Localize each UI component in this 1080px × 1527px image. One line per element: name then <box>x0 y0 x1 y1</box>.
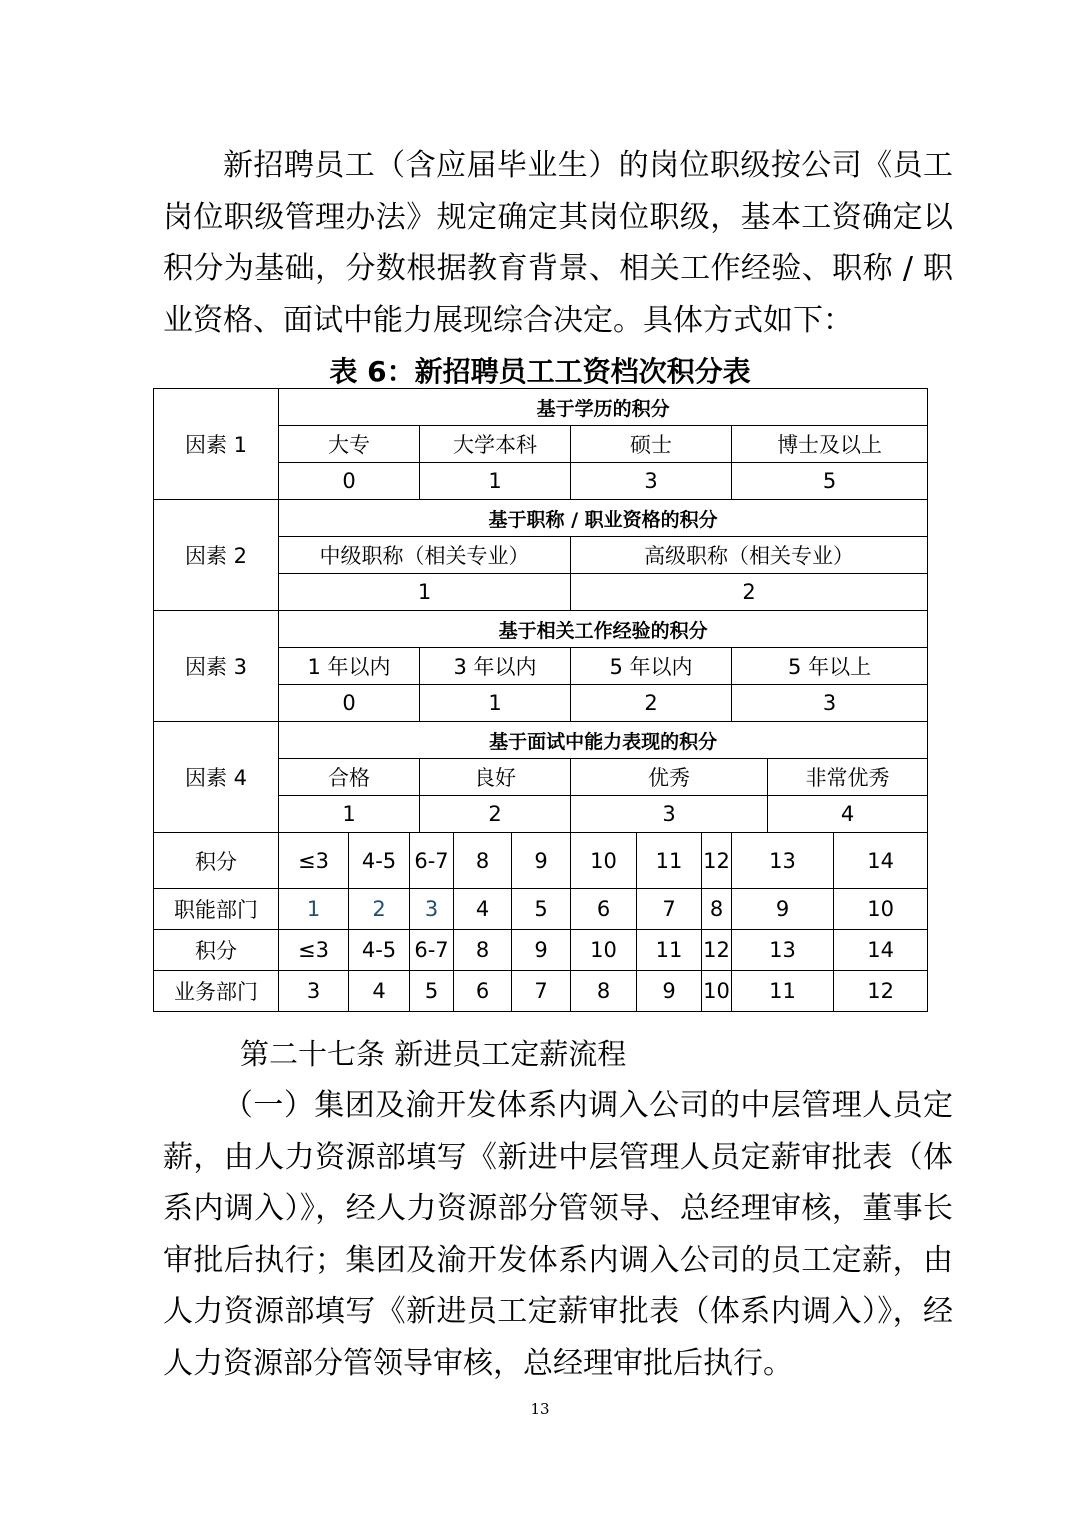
factor4-score: 1 <box>279 796 420 833</box>
score-row-business <box>154 930 928 971</box>
score-cell: 4-5 <box>349 833 410 889</box>
grade-row-label: 业务部门 <box>154 971 279 1012</box>
factor1-header-row <box>154 389 928 426</box>
factor2-header-row <box>154 500 928 537</box>
grade-cell: 3 <box>410 889 454 930</box>
factor1-label: 因素 1 <box>154 389 279 500</box>
factor1-score: 0 <box>279 463 420 500</box>
grade-cell: 9 <box>732 889 834 930</box>
score-cell: 8 <box>454 930 512 971</box>
score-cell: 11 <box>637 833 702 889</box>
factor4-option: 良好 <box>420 759 571 796</box>
grade-cell: 12 <box>834 971 928 1012</box>
grade-cell: 10 <box>702 971 732 1012</box>
score-cell: 9 <box>512 930 571 971</box>
score-cell: 13 <box>732 833 834 889</box>
factor3-score: 1 <box>420 685 571 722</box>
score-table <box>153 388 928 1012</box>
score-cell: 10 <box>571 930 637 971</box>
factor4-header: 基于面试中能力表现的积分 <box>279 722 928 759</box>
score-cell: 12 <box>702 833 732 889</box>
factor1-option: 大专 <box>279 426 420 463</box>
score-cell: 14 <box>834 833 928 889</box>
factor1-option: 大学本科 <box>420 426 571 463</box>
grade-row-functional <box>154 889 928 930</box>
grade-cell: 11 <box>732 971 834 1012</box>
factor1-option: 硕士 <box>571 426 732 463</box>
score-cell: ≤3 <box>279 833 349 889</box>
grade-cell: 7 <box>637 889 702 930</box>
factor2-score: 2 <box>571 574 928 611</box>
score-cell: 8 <box>454 833 512 889</box>
factor1-option: 博士及以上 <box>732 426 928 463</box>
factor3-score: 3 <box>732 685 928 722</box>
factor4-score: 2 <box>420 796 571 833</box>
factor4-label: 因素 4 <box>154 722 279 833</box>
factor2-header: 基于职称 / 职业资格的积分 <box>279 500 928 537</box>
score-cell: 14 <box>834 930 928 971</box>
score-cell: 11 <box>637 930 702 971</box>
factor3-label: 因素 3 <box>154 611 279 722</box>
factor3-option: 5 年以内 <box>571 648 732 685</box>
factor4-option: 非常优秀 <box>768 759 928 796</box>
grade-cell: 8 <box>702 889 732 930</box>
score-cell: 10 <box>571 833 637 889</box>
factor2-option: 高级职称（相关专业） <box>571 537 928 574</box>
factor3-option: 1 年以内 <box>279 648 420 685</box>
score-cell: 12 <box>702 930 732 971</box>
grade-cell: 4 <box>454 889 512 930</box>
score-row-label: 积分 <box>154 930 279 971</box>
score-row-functional <box>154 833 928 889</box>
grade-cell: 5 <box>512 889 571 930</box>
page-number: 13 <box>530 1400 550 1418</box>
factor4-option: 优秀 <box>571 759 768 796</box>
grade-cell: 2 <box>349 889 410 930</box>
score-cell: 13 <box>732 930 834 971</box>
grade-cell: 1 <box>279 889 349 930</box>
grade-cell: 7 <box>512 971 571 1012</box>
factor2-option: 中级职称（相关专业） <box>279 537 571 574</box>
article-heading: 第二十七条 新进员工定薪流程 <box>240 1037 627 1071</box>
score-cell: 6-7 <box>410 930 454 971</box>
intro-paragraph: 新招聘员工（含应届毕业生）的岗位职级按公司《员工岗位职级管理办法》规定确定其岗位职级，基本工资确定以积分为基础，分数根据教育背景、相关工作经验、职称 / 职业资格、面试中能力展现综合决定。具体方式如下： <box>163 148 953 338</box>
grade-row-label: 职能部门 <box>154 889 279 930</box>
grade-cell: 6 <box>571 889 637 930</box>
grade-row-business <box>154 971 928 1012</box>
score-cell: 9 <box>512 833 571 889</box>
grade-cell: 10 <box>834 889 928 930</box>
grade-cell: 8 <box>571 971 637 1012</box>
article-paragraph: （一）集团及渝开发体系内调入公司的中层管理人员定薪，由人力资源部填写《新进中层管理人员定薪审批表（体系内调入）》，经人力资源部分管领导、总经理审核，董事长审批后执行；集团及渝开发体系内调入公司的员工定薪，由人力资源部填写《新进员工定薪审批表（体系内调入）》，经人力资源部分管领导审核，总经理审批后执行。 <box>163 1088 953 1381</box>
factor3-score: 0 <box>279 685 420 722</box>
score-row-label: 积分 <box>154 833 279 889</box>
factor4-header-row <box>154 722 928 759</box>
factor3-score: 2 <box>571 685 732 722</box>
grade-cell: 4 <box>349 971 410 1012</box>
factor3-header: 基于相关工作经验的积分 <box>279 611 928 648</box>
factor1-score: 1 <box>420 463 571 500</box>
factor3-option: 3 年以内 <box>420 648 571 685</box>
grade-cell: 6 <box>454 971 512 1012</box>
factor1-score: 3 <box>571 463 732 500</box>
grade-cell: 5 <box>410 971 454 1012</box>
factor1-header: 基于学历的积分 <box>279 389 928 426</box>
score-cell: 6-7 <box>410 833 454 889</box>
factor2-label: 因素 2 <box>154 500 279 611</box>
grade-cell: 3 <box>279 971 349 1012</box>
table-title: 表 6：新招聘员工工资档次积分表 <box>329 355 751 388</box>
grade-cell: 9 <box>637 971 702 1012</box>
score-cell: ≤3 <box>279 930 349 971</box>
factor2-score: 1 <box>279 574 571 611</box>
score-cell: 4-5 <box>349 930 410 971</box>
factor3-option: 5 年以上 <box>732 648 928 685</box>
factor4-score: 4 <box>768 796 928 833</box>
factor4-option: 合格 <box>279 759 420 796</box>
factor1-score: 5 <box>732 463 928 500</box>
factor3-header-row <box>154 611 928 648</box>
factor4-score: 3 <box>571 796 768 833</box>
